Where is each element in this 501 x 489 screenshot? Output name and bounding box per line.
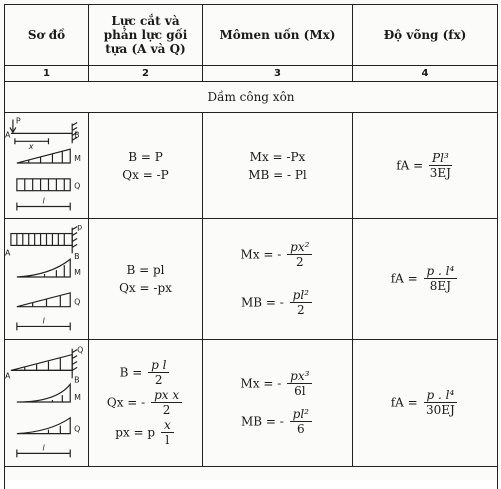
row1-moment	[203, 113, 353, 219]
row3-reaction: B = $\frac{\text{p l}}{2}$	[89, 359, 202, 387]
row3-load-intensity: px = p $\frac{x}{l}$	[89, 419, 202, 447]
col-number-4: 4	[353, 66, 498, 82]
row3-shear-force: Qx = - $\frac{\text{px x}}{2}$	[89, 389, 202, 417]
row2-shear-force: Qx = -px	[89, 280, 202, 296]
col-number-3: 3	[203, 66, 353, 82]
label-load: Q	[77, 346, 83, 355]
row2-deflection: fA = $\frac{\text{p . l⁴}}{8EJ}$	[353, 219, 498, 340]
triangular-load-diagram-svg	[5, 340, 88, 466]
row1-deflection: fA = $\frac{\text{Pl³}}{3EJ}$	[353, 113, 498, 219]
label-q: Q	[74, 298, 80, 307]
label-a: A	[5, 130, 11, 139]
row3-deflection: fA = $\frac{\text{p . l⁴}}{30EJ}$	[353, 340, 498, 467]
point-load-diagram-svg	[5, 113, 88, 218]
label-l: l	[43, 316, 46, 325]
row3-moment-b: MB = - $\frac{\text{pl²}}{6}$	[203, 408, 352, 436]
diagram-point-load	[5, 113, 89, 219]
label-load: p	[77, 223, 82, 232]
row3-shear	[89, 340, 203, 467]
header-shear-reaction: Lực cắt và phản lực gối tựa (A và Q)	[89, 5, 203, 66]
label-l: l	[43, 197, 46, 206]
label-a: A	[5, 371, 11, 380]
label-load: P	[16, 117, 21, 126]
row2-moment-x: Mx = - $\frac{\text{px²}}{2}$	[203, 241, 352, 269]
header-diagram: Sơ đồ	[5, 5, 89, 66]
label-a: A	[5, 248, 11, 257]
row3-moment-x: Mx = - $\frac{\text{px³}}{6l}$	[203, 370, 352, 398]
row1-moment-b: MB = - Pl	[203, 167, 352, 183]
row2-moment-b: MB = - $\frac{\text{pl²}}{2}$	[203, 289, 352, 317]
label-q: Q	[74, 182, 80, 191]
row1-shear-force: Qx = -P	[89, 167, 202, 183]
label-b: B	[74, 252, 79, 261]
row2-moment	[203, 219, 353, 340]
row3-moment	[203, 340, 353, 467]
section-title: Dầm công xôn	[5, 82, 498, 113]
table-continuation	[5, 467, 498, 489]
header-deflection: Độ võng (fx)	[353, 5, 498, 66]
diagram-triangular-load	[5, 340, 89, 467]
label-b: B	[74, 375, 79, 384]
row1-shear	[89, 113, 203, 219]
row1-reaction: B = P	[89, 149, 202, 165]
uniform-load-diagram-svg	[5, 219, 88, 339]
diagram-uniform-load	[5, 219, 89, 340]
label-m: M	[74, 154, 81, 163]
col-number-2: 2	[89, 66, 203, 82]
label-q: Q	[74, 425, 80, 434]
col-number-1: 1	[5, 66, 89, 82]
label-x: x	[28, 142, 34, 151]
header-bending-moment: Mômen uốn (Mx)	[203, 5, 353, 66]
label-l: l	[43, 443, 46, 452]
label-m: M	[74, 268, 81, 277]
label-m: M	[74, 393, 81, 402]
row2-reaction: B = pl	[89, 262, 202, 278]
label-b: B	[74, 130, 79, 139]
row2-shear	[89, 219, 203, 340]
cantilever-beam-table	[4, 4, 498, 489]
row1-moment-x: Mx = -Px	[203, 149, 352, 165]
